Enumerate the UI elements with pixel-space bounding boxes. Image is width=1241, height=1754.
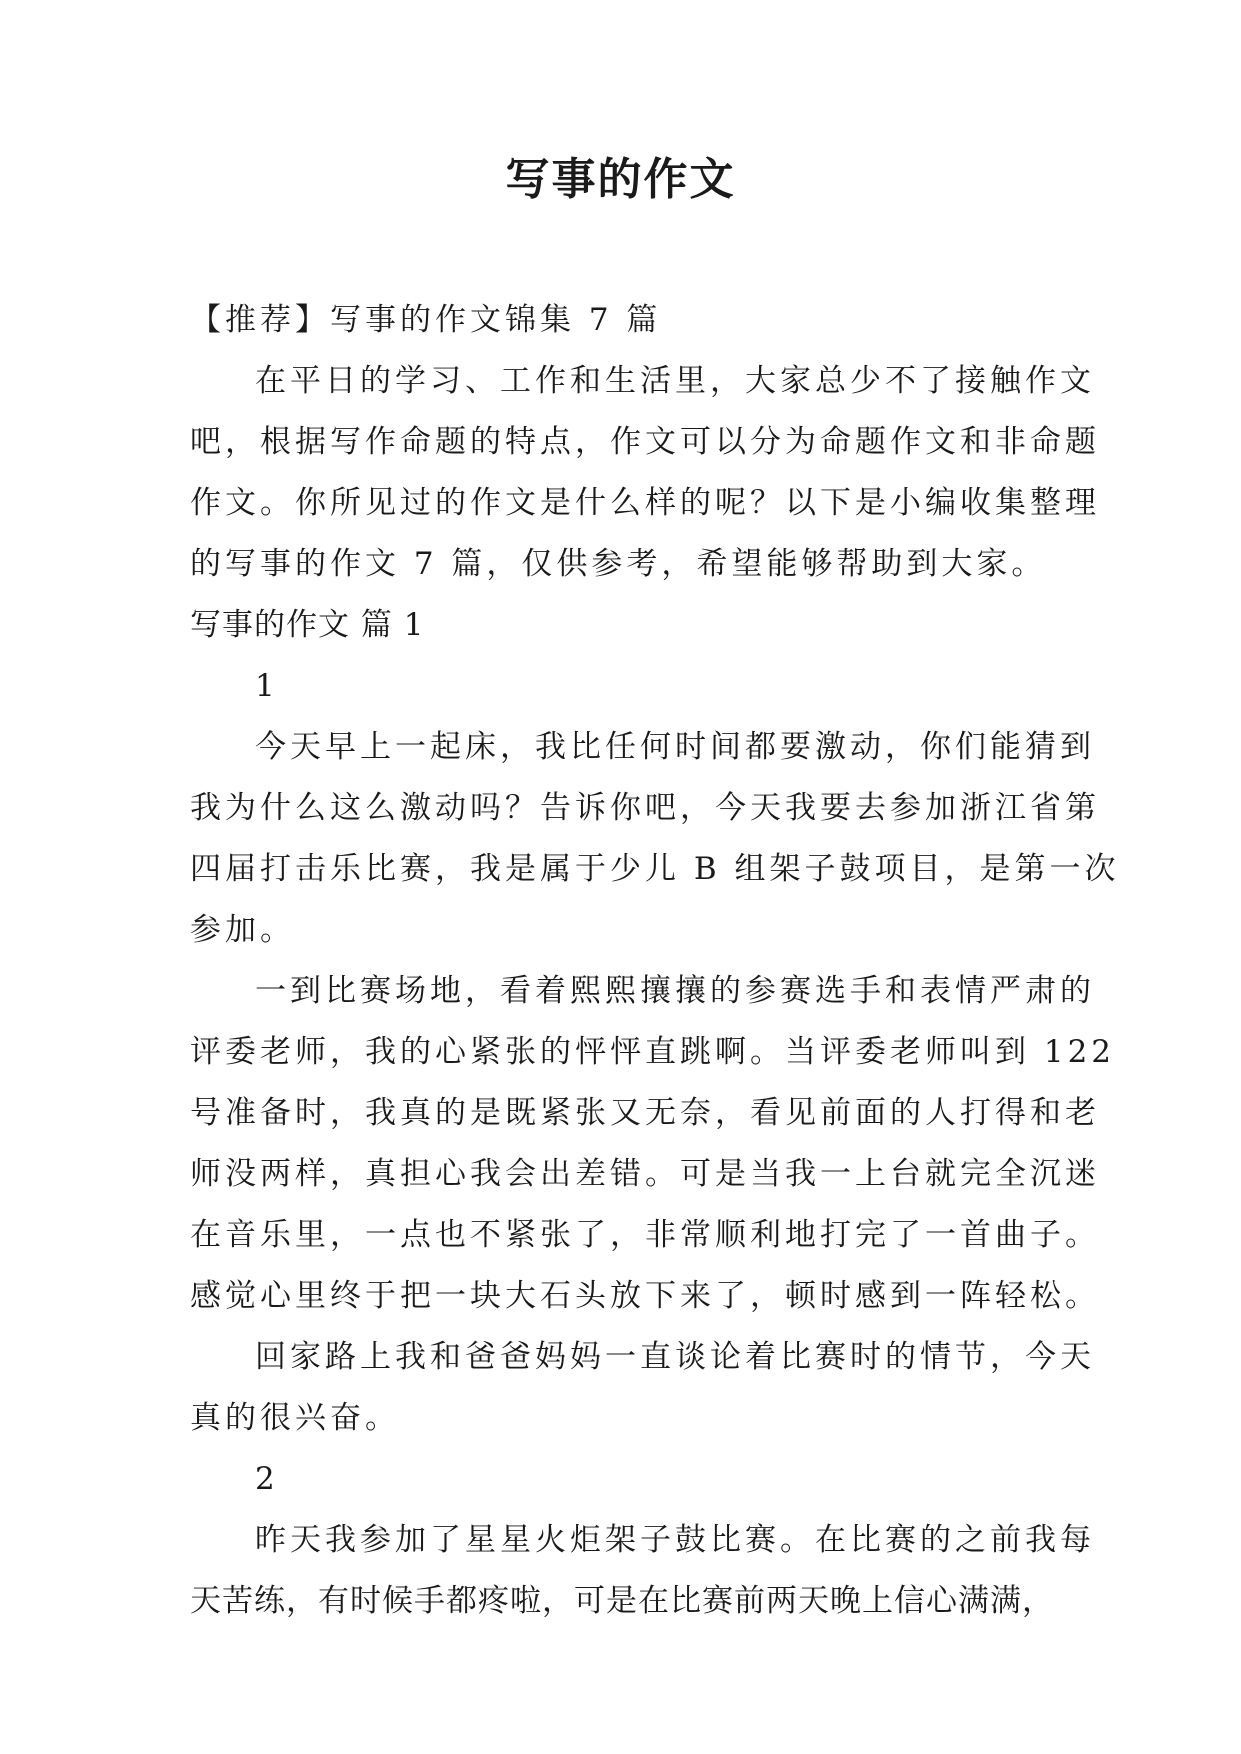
paragraph-line: 回家路上我和爸爸妈妈一直谈论着比赛时的情节，今天 bbox=[255, 1339, 1095, 1375]
paragraph-line: 的写事的作文 7 篇，仅供参考，希望能够帮助到大家。 bbox=[190, 546, 1047, 582]
paragraph-line: 今天早上一起床，我比任何时间都要激动，你们能猜到 bbox=[255, 729, 1095, 765]
paragraph-line: 吧，根据写作命题的特点，作文可以分为命题作文和非命题 bbox=[190, 424, 1100, 460]
paragraph-line: 感觉心里终于把一块大石头放下来了，顿时感到一阵轻松。 bbox=[190, 1278, 1100, 1314]
paragraph-line: 四届打击乐比赛，我是属于少儿 B 组架子鼓项目，是第一次 bbox=[190, 851, 1120, 887]
page-title: 写事的作文 bbox=[505, 154, 736, 205]
paragraph-line: 天苦练，有时候手都疼啦，可是在比赛前两天晚上信心满满， bbox=[190, 1583, 1054, 1619]
paragraph-line: 在音乐里，一点也不紧张了，非常顺利地打完了一首曲子。 bbox=[190, 1217, 1100, 1253]
subsection-number: 1 bbox=[255, 668, 275, 704]
paragraph-line: 评委老师，我的心紧张的怦怦直跳啊。当评委老师叫到 122 bbox=[190, 1034, 1116, 1070]
subsection-number: 2 bbox=[255, 1461, 275, 1497]
paragraph-line: 在平日的学习、工作和生活里，大家总少不了接触作文 bbox=[255, 363, 1095, 399]
paragraph-line: 真的很兴奋。 bbox=[190, 1400, 400, 1436]
paragraph-line: 师没两样，真担心我会出差错。可是当我一上台就完全沉迷 bbox=[190, 1156, 1100, 1192]
paragraph-line: 作文。你所见过的作文是什么样的呢？以下是小编收集整理 bbox=[190, 485, 1100, 521]
paragraph-line: 参加。 bbox=[190, 912, 295, 948]
document-body bbox=[190, 290, 1120, 1632]
paragraph-line: 号准备时，我真的是既紧张又无奈，看见前面的人打得和老 bbox=[190, 1095, 1100, 1131]
section-heading: 写事的作文 篇 1 bbox=[190, 607, 425, 643]
paragraph-line: 一到比赛场地，看着熙熙攘攘的参赛选手和表情严肃的 bbox=[255, 973, 1095, 1009]
intro-heading: 【推荐】写事的作文锦集 7 篇 bbox=[190, 302, 662, 338]
paragraph-line: 昨天我参加了星星火炬架子鼓比赛。在比赛的之前我每 bbox=[255, 1522, 1095, 1558]
paragraph-line: 我为什么这么激动吗？告诉你吧，今天我要去参加浙江省第 bbox=[190, 790, 1100, 826]
